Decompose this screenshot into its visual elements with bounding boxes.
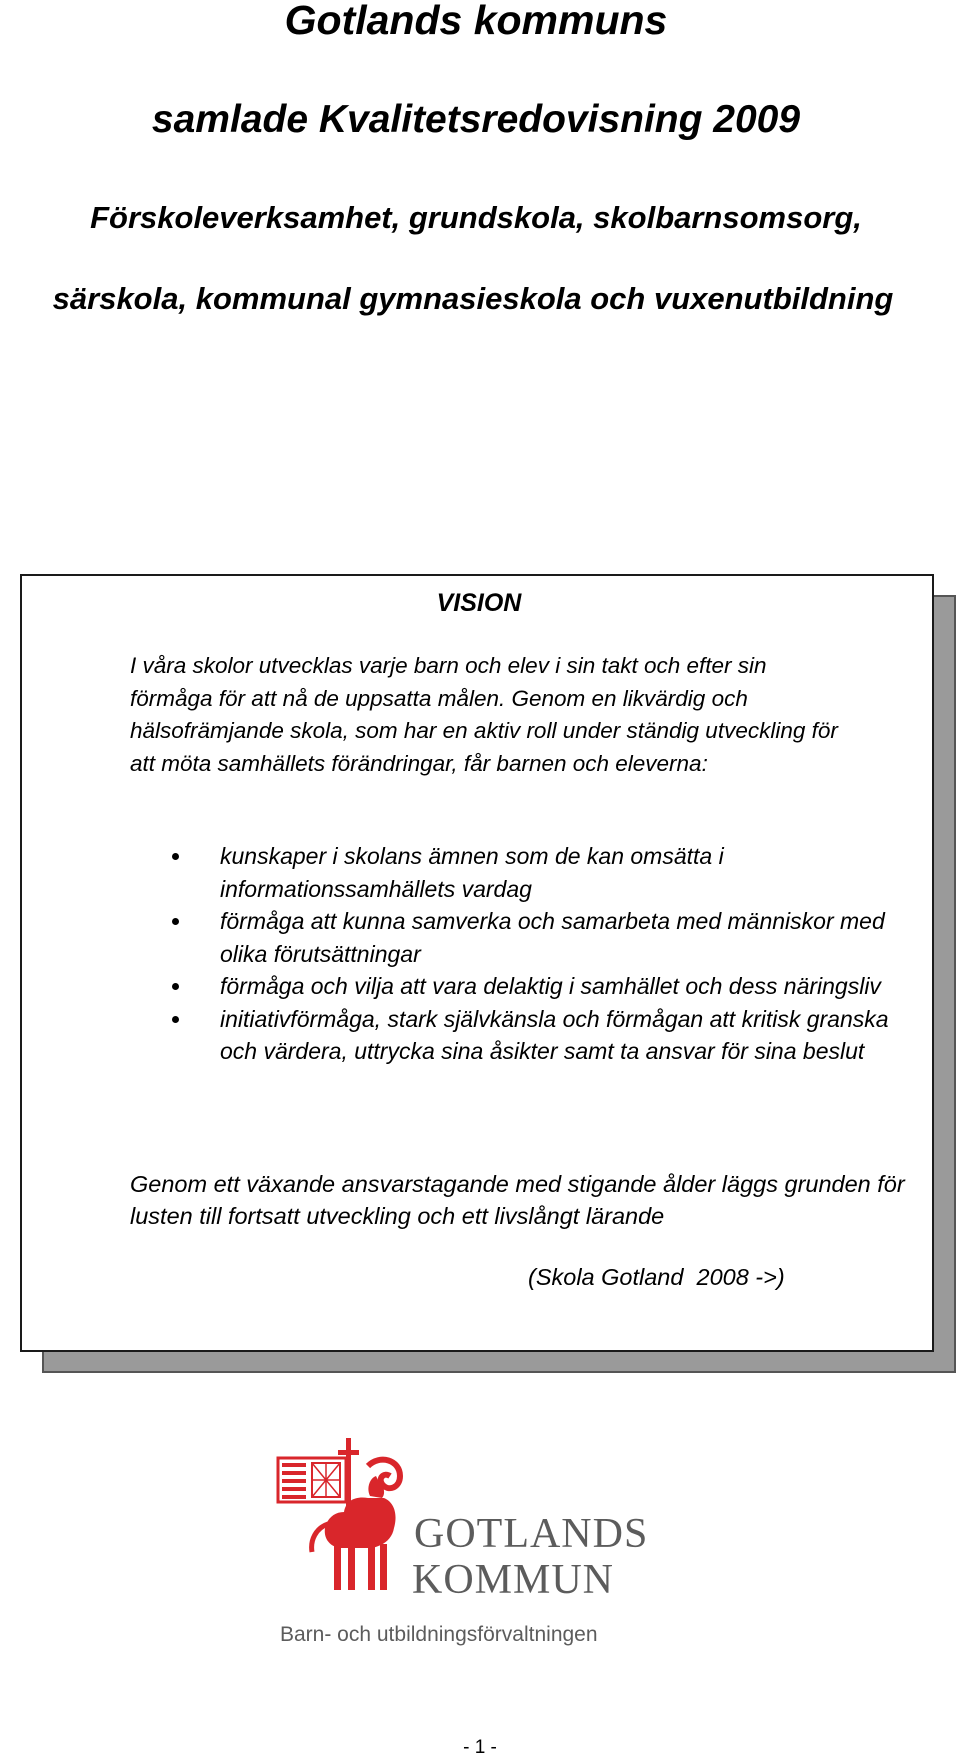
vision-list-item-text: förmåga och vilja att vara delaktig i samhället och dess näringsliv [220, 973, 881, 999]
document-scope-line-2: särskola, kommunal gymnasieskola och vuxenutbildning [52, 281, 894, 316]
vision-heading: VISION [436, 589, 522, 617]
vision-list-item [130, 1003, 900, 1068]
vision-list-item [130, 970, 900, 1003]
vision-intro-text: I våra skolor utvecklas varje barn och elev i sin takt och efter sin förmåga för att nå de uppsatta målen. Genom en likvärdig och hälsofrämjande skola, som har en aktiv roll under ständig utveckling för att möta samhällets förändringar, får barnen och eleverna: [130, 653, 838, 776]
vision-source-citation: (Skola Gotland 2008 ->) [528, 1264, 785, 1290]
vision-box [20, 574, 934, 1352]
vision-closing-text: Genom ett växande ansvarstagande med stigande ålder läggs grunden för lusten till fortsatt utveckling och ett livslångt lärande [130, 1171, 905, 1229]
document-subtitle: samlade Kvalitetsredovisning 2009 [151, 98, 801, 141]
vision-list-item-text: förmåga att kunna samverka och samarbeta med människor med olika förutsättningar [220, 908, 885, 967]
vision-list-item-text: initiativförmåga, stark självkänsla och förmågan att kritisk granska och värdera, uttrycka sina åsikter samt ta ansvar för sina beslut [220, 1005, 889, 1064]
vision-list [130, 840, 900, 1068]
document-scope-line-1: Förskoleverksamhet, grundskola, skolbarnsomsorg, [90, 200, 862, 235]
logo-name-line-2: KOMMUN [412, 1557, 615, 1603]
page-number: - 1 - [463, 1737, 497, 1758]
vision-list-item [130, 840, 900, 905]
bullet-icon [172, 918, 179, 925]
bullet-icon [172, 853, 179, 860]
vision-list-item-text: kunskaper i skolans ämnen som de kan omsätta i informationssamhällets vardag [220, 843, 724, 902]
gotlands-kommun-logo [276, 1436, 676, 1656]
logo-name-line-1: GOTLANDS [414, 1511, 649, 1557]
document-title: Gotlands kommuns [284, 0, 668, 43]
vision-list-item [130, 905, 900, 970]
gotland-ram-icon [276, 1436, 416, 1611]
logo-department: Barn- och utbildningsförvaltningen [280, 1623, 598, 1646]
bullet-icon [172, 1016, 179, 1023]
bullet-icon [172, 983, 179, 990]
